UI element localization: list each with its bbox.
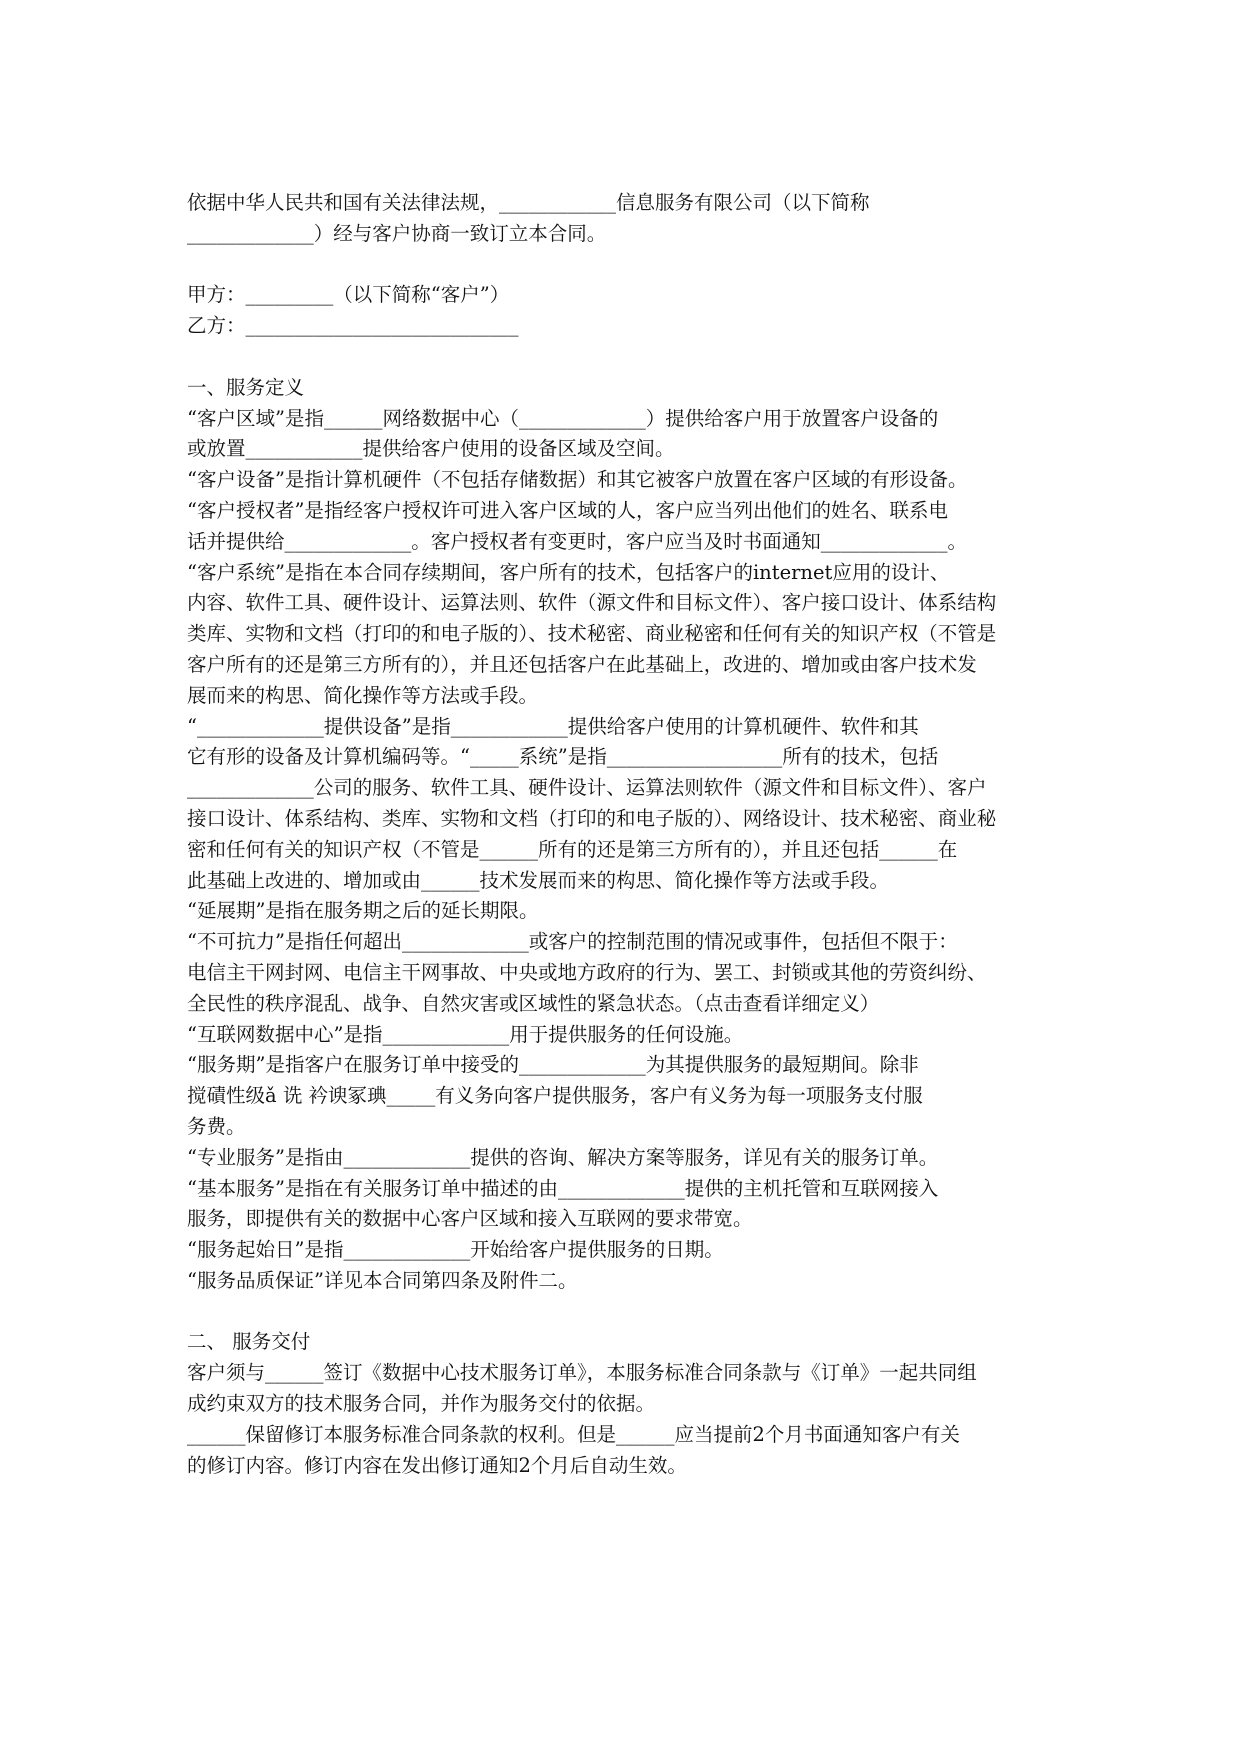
section-1-line: 展而来的构思、简化操作等方法或手段。: [187, 683, 539, 707]
section-1-line: “客户系统”是指在本合同存续期间，客户所有的技术，包括客户的internet应用的设计、: [187, 560, 950, 584]
blank-line: [187, 342, 1067, 373]
section-1-line: 话并提供给_____________。客户授权者有变更时，客户应当及时书面通知_____________。: [187, 529, 968, 553]
section-1-line: “_____________提供设备”是指____________提供给客户使用的计算机硬件、软件和其: [187, 714, 919, 738]
section-1-line: 电信主干网封网、电信主干网事故、中央或地方政府的行为、罢工、封锁或其他的劳资纠纷、: [187, 960, 987, 984]
section-1-line: 密和任何有关的知识产权（不管是______所有的还是第三方所有的），并且还包括______在: [187, 837, 958, 861]
section-1-line: 或放置____________提供给客户使用的设备区域及空间。: [187, 437, 675, 461]
section-1-line: _____________公司的服务、软件工具、硬件设计、运算法则软件（源文件和目标文件）、客户: [187, 776, 987, 800]
section-1-line: “客户授权者”是指经客户授权许可进入客户区域的人，客户应当列出他们的姓名、联系电: [187, 498, 948, 522]
blank-line: [187, 1297, 1067, 1328]
blank-line: [187, 250, 1067, 281]
intro-line-2: _____________）经与客户协商一致订立本合同。: [187, 221, 607, 245]
section-1-line: “不可抗力”是指任何超出_____________或客户的控制范围的情况或事件，包括但不限于：: [187, 930, 958, 954]
section-1-line: “客户区域”是指______网络数据中心（_____________）提供给客户用于放置客户设备的: [187, 406, 939, 430]
document-body: [187, 188, 1067, 1481]
section-1-line: 此基础上改进的、增加或由______技术发展而来的构思、简化操作等方法或手段。: [187, 868, 890, 892]
section-1-line: “服务期”是指客户在服务订单中接受的_____________为其提供服务的最短期间。除非: [187, 1053, 919, 1077]
party-b: 乙方：____________________________: [187, 314, 519, 338]
section-1-line: 服务，即提供有关的数据中心客户区域和接入互联网的要求带宽。: [187, 1207, 753, 1231]
section-1-heading: 一、服务定义: [187, 375, 305, 399]
section-1-line: 搅磧性级ǎ 诜 衿谀冢琠_____有义务向客户提供服务，客户有义务为每一项服务支付服: [187, 1084, 923, 1108]
intro-line-1: 依据中华人民共和国有关法律法规，____________信息服务有限公司（以下简称: [187, 191, 870, 214]
section-2-line: 成约束双方的技术服务合同，并作为服务交付的依据。: [187, 1392, 656, 1416]
section-1-line: “服务品质保证”详见本合同第四条及附件二。: [187, 1268, 578, 1292]
section-1-line: 接口设计、体系结构、类库、实物和文档（打印的和电子版的）、网络设计、技术秘密、商业秘: [187, 806, 997, 830]
section-2-heading: 二、 服务交付: [187, 1330, 311, 1354]
section-1-line: “专业服务”是指由_____________提供的咨询、解决方案等服务，详见有关的服务订单。: [187, 1145, 939, 1169]
section-1-line: 客户所有的还是第三方所有的），并且还包括客户在此基础上，改进的、增加或由客户技术发: [187, 652, 977, 676]
section-2-line: 的修订内容。修订内容在发出修订通知2个月后自动生效。: [187, 1453, 687, 1477]
section-2-line: 客户须与______签订《数据中心技术服务订单》，本服务标准合同条款与《订单》一起共同组: [187, 1361, 977, 1385]
section-1-line: “互联网数据中心”是指_____________用于提供服务的任何设施。: [187, 1022, 744, 1046]
section-1-line: “服务起始日”是指_____________开始给客户提供服务的日期。: [187, 1238, 724, 1262]
section-1-line: 内容、软件工具、硬件设计、运算法则、软件（源文件和目标文件）、客户接口设计、体系结构: [187, 591, 997, 615]
section-1-line: “基本服务”是指在有关服务订单中描述的由_____________提供的主机托管和互联网接入: [187, 1176, 939, 1200]
section-2-line: ______保留修订本服务标准合同条款的权利。但是______应当提前2个月书面通知客户有关: [187, 1422, 960, 1446]
party-a: 甲方：_________（以下简称“客户”）: [187, 283, 510, 307]
section-1-line: 务费。: [187, 1114, 246, 1138]
section-1-line: 它有形的设备及计算机编码等。“_____系统”是指__________________所有的技术，包括: [187, 745, 939, 769]
section-1-line: “客户设备”是指计算机硬件（不包括存储数据）和其它被客户放置在客户区域的有形设备。: [187, 468, 968, 492]
section-1-line: “延展期”是指在服务期之后的延长期限。: [187, 899, 539, 923]
section-1-line: 全民性的秩序混乱、战争、自然灾害或区域性的紧急状态。（点击查看详细定义）: [187, 991, 880, 1015]
section-1-line: 类库、实物和文档（打印的和电子版的）、技术秘密、商业秘密和任何有关的知识产权（不管是: [187, 622, 997, 646]
